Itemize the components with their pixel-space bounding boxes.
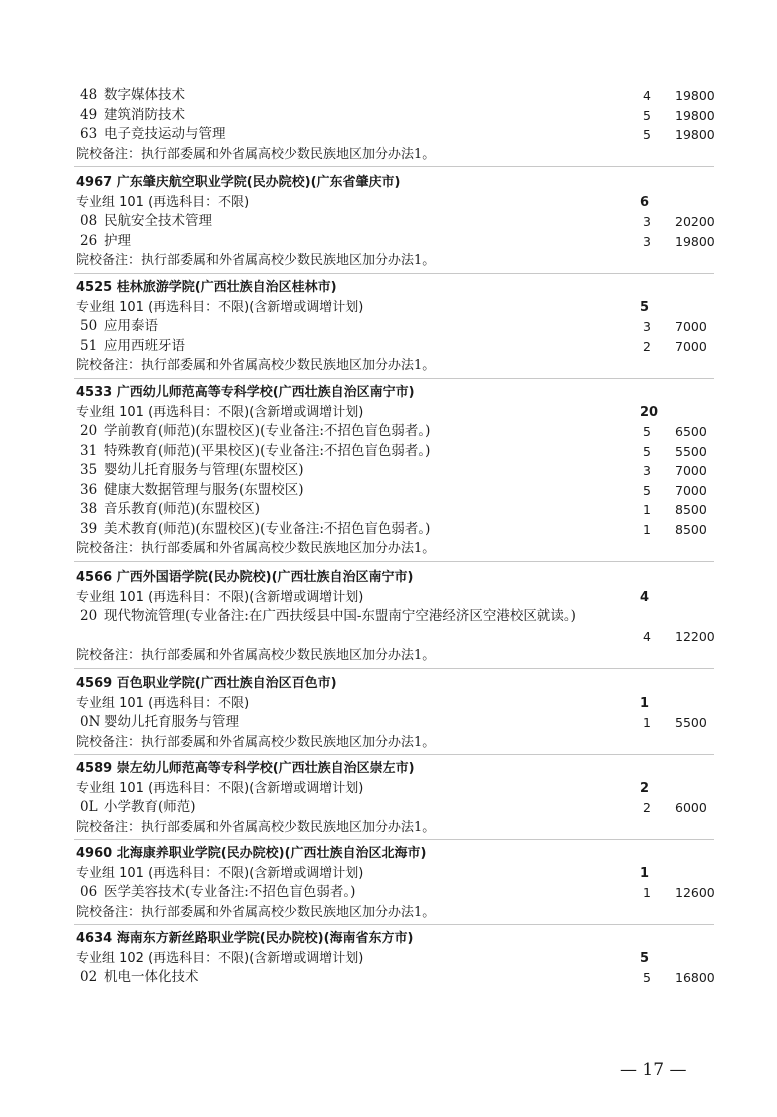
- group-plan-count: 2: [640, 780, 650, 796]
- group-row: [0, 949, 777, 969]
- major-plan: 4: [643, 628, 651, 644]
- major-plan: 2: [643, 338, 651, 354]
- group-label: 专业组 101 (再选科目：不限): [76, 695, 250, 711]
- divider: [74, 754, 714, 755]
- group-row: [0, 779, 777, 799]
- major-row: 48 数字媒体技术 4 19800: [80, 87, 715, 103]
- divider: [74, 273, 714, 274]
- school-block: [0, 278, 777, 382]
- major-name: 特殊教育(师范)(平果校区)(专业备注:不招色盲色弱者。): [104, 442, 431, 459]
- major-code: 31: [80, 442, 98, 459]
- divider: [74, 561, 714, 562]
- group-label: 专业组 101 (再选科目：不限)(含新增或调增计划): [76, 780, 364, 796]
- major-row: [0, 500, 777, 520]
- divider: [74, 166, 714, 167]
- major-code: 51: [80, 337, 98, 354]
- major-plan: 5: [643, 424, 651, 439]
- group-label: 专业组 101 (再选科目：不限): [76, 194, 250, 210]
- divider: [74, 378, 714, 379]
- major-name: 美术教育(师范)(东盟校区)(专业备注:不招色盲色弱者。): [104, 520, 431, 537]
- major-fee: 20200: [675, 214, 715, 229]
- major-fee: 7000: [675, 482, 707, 498]
- major-code: 50: [80, 318, 98, 334]
- major-name: 健康大数据管理与服务(东盟校区): [104, 481, 304, 498]
- school-title: 4525 桂林旅游学院(广西壮族自治区桂林市): [76, 280, 337, 295]
- major-row: [0, 968, 777, 988]
- group-plan-count: 6: [640, 194, 650, 210]
- group-label: 专业组 101 (再选科目：不限)(含新增或调增计划): [76, 589, 364, 605]
- major-row: 63 电子竞技运动与管理 5 19800: [80, 126, 715, 142]
- major-row: [0, 337, 777, 357]
- major-code: 02: [80, 969, 98, 985]
- school-remark: 院校备注：执行部委属和外省属高校少数民族地区加分办法1。: [76, 648, 436, 663]
- major-fee: 7000: [675, 338, 707, 354]
- major-row: [0, 422, 777, 442]
- major-plan: 3: [643, 233, 651, 249]
- major-name: 医学美容技术(专业备注:不招色盲色弱者。): [104, 884, 356, 900]
- group-row: [0, 298, 777, 318]
- major-name: 应用泰语: [104, 318, 158, 334]
- major-row: [0, 607, 777, 646]
- major-name: 婴幼儿托育服务与管理(东盟校区): [104, 462, 304, 478]
- major-plan: 3: [643, 214, 651, 229]
- school-block: [0, 674, 777, 758]
- group-label: 专业组 102 (再选科目：不限)(含新增或调增计划): [76, 950, 364, 966]
- group-row: [0, 193, 777, 213]
- major-row: [0, 442, 777, 462]
- group-plan-count: 5: [640, 950, 650, 966]
- major-row: [0, 520, 777, 540]
- major-plan: 1: [643, 502, 651, 517]
- major-plan: 5: [643, 970, 651, 985]
- major-plan: 5: [643, 482, 651, 498]
- divider: [74, 924, 714, 925]
- top-continuation: [0, 86, 777, 170]
- major-row: [0, 232, 777, 252]
- major-name: 民航安全技术管理: [104, 213, 212, 229]
- major-row: [0, 713, 777, 733]
- major-row: [0, 461, 777, 481]
- major-code: 35: [80, 462, 98, 478]
- school-remark: 院校备注：执行部委属和外省属高校少数民族地区加分办法1。: [76, 819, 436, 835]
- major-name: 婴幼儿托育服务与管理: [104, 714, 239, 730]
- school-block: [0, 759, 777, 843]
- major-fee: 5500: [675, 715, 707, 730]
- major-code: 20: [80, 608, 98, 624]
- major-code: 0N: [80, 714, 101, 730]
- major-code: 36: [80, 481, 98, 498]
- group-row: [0, 694, 777, 714]
- group-plan-count: 5: [640, 299, 650, 315]
- major-plan: 1: [643, 715, 651, 730]
- major-row: [0, 883, 777, 903]
- major-fee: 8500: [675, 521, 707, 537]
- major-row: [0, 317, 777, 337]
- major-row: [0, 212, 777, 232]
- major-fee: 12200: [675, 628, 715, 644]
- major-fee: 19800: [675, 233, 715, 249]
- group-label: 专业组 101 (再选科目：不限)(含新增或调增计划): [76, 865, 364, 881]
- group-label: 专业组 101 (再选科目：不限)(含新增或调增计划): [76, 299, 364, 315]
- major-plan: 3: [643, 463, 651, 478]
- major-plan: 3: [643, 319, 651, 334]
- major-plan: 1: [643, 885, 651, 900]
- group-row: [0, 403, 777, 423]
- major-name: 应用西班牙语: [104, 337, 185, 354]
- group-plan-count: 4: [640, 589, 650, 605]
- school-title: 4569 百色职业学院(广西壮族自治区百色市): [76, 676, 337, 691]
- major-fee: 12600: [675, 885, 715, 900]
- school-title: 4533 广西幼儿师范高等专科学校(广西壮族自治区南宁市): [76, 385, 415, 400]
- major-code: 39: [80, 520, 98, 537]
- group-plan-count: 1: [640, 695, 650, 711]
- major-code: 0L: [80, 799, 98, 815]
- group-row: [0, 864, 777, 884]
- major-name: 学前教育(师范)(东盟校区)(专业备注:不招色盲色弱者。): [104, 423, 431, 439]
- group-plan-count: 1: [640, 865, 650, 881]
- major-fee: 7000: [675, 463, 707, 478]
- school-remark: 院校备注：执行部委属和外省属高校少数民族地区加分办法1。: [76, 358, 436, 373]
- group-plan-count: 20: [640, 404, 659, 420]
- school-block: [0, 844, 777, 928]
- major-row: 49 建筑消防技术 5 19800: [80, 106, 715, 123]
- school-title: 4634 海南东方新丝路职业学院(民办院校)(海南省东方市): [76, 931, 414, 946]
- school-title: 4960 北海康养职业学院(民办院校)(广西壮族自治区北海市): [76, 846, 427, 861]
- school-remark: 院校备注：执行部委属和外省属高校少数民族地区加分办法1。: [76, 541, 436, 556]
- divider: [74, 668, 714, 669]
- major-fee: 6000: [675, 800, 707, 815]
- major-code: 38: [80, 501, 98, 517]
- major-fee: 5500: [675, 443, 707, 459]
- major-code: 06: [80, 884, 98, 900]
- major-fee: 6500: [675, 424, 707, 439]
- major-name: 小学教育(师范): [104, 799, 196, 815]
- school-remark: 院校备注：执行部委属和外省属高校少数民族地区加分办法1。: [76, 734, 436, 750]
- school-remark: 院校备注：执行部委属和外省属高校少数民族地区加分办法1。: [76, 904, 436, 920]
- major-fee: 8500: [675, 502, 707, 517]
- major-code: 26: [80, 232, 98, 249]
- school-block: [0, 383, 777, 565]
- divider: [74, 839, 714, 840]
- school-remark: 院校备注：执行部委属和外省属高校少数民族地区加分办法1。: [76, 253, 436, 268]
- major-fee: 7000: [675, 319, 707, 334]
- school-block: [0, 173, 777, 277]
- page-number: — 17 —: [620, 1060, 687, 1080]
- group-label: 专业组 101 (再选科目：不限)(含新增或调增计划): [76, 404, 364, 420]
- major-row: [0, 798, 777, 818]
- school-title: 4566 广西外国语学院(民办院校)(广西壮族自治区南宁市): [76, 570, 414, 585]
- school-remark: 院校备注：执行部委属和外省属高校少数民族地区加分办法1。: [76, 146, 436, 162]
- major-name: 机电一体化技术: [104, 969, 199, 985]
- major-row: [0, 481, 777, 501]
- major-plan: 2: [643, 800, 651, 815]
- major-name: 护理: [104, 232, 131, 249]
- school-title: 4589 崇左幼儿师范高等专科学校(广西壮族自治区崇左市): [76, 761, 415, 776]
- school-block: [0, 568, 777, 672]
- major-plan: 1: [643, 521, 651, 537]
- school-block: [0, 929, 777, 988]
- major-name: 音乐教育(师范)(东盟校区): [104, 501, 261, 517]
- group-row: [0, 588, 777, 608]
- major-code: 08: [80, 213, 98, 229]
- major-fee: 16800: [675, 970, 715, 985]
- major-name: 现代物流管理(专业备注:在广西扶绥县中国-东盟南宁空港经济区空港校区就读。): [104, 608, 576, 624]
- major-code: 20: [80, 423, 98, 439]
- school-title: 4967 广东肇庆航空职业学院(民办院校)(广东省肇庆市): [76, 175, 401, 190]
- major-plan: 5: [643, 443, 651, 459]
